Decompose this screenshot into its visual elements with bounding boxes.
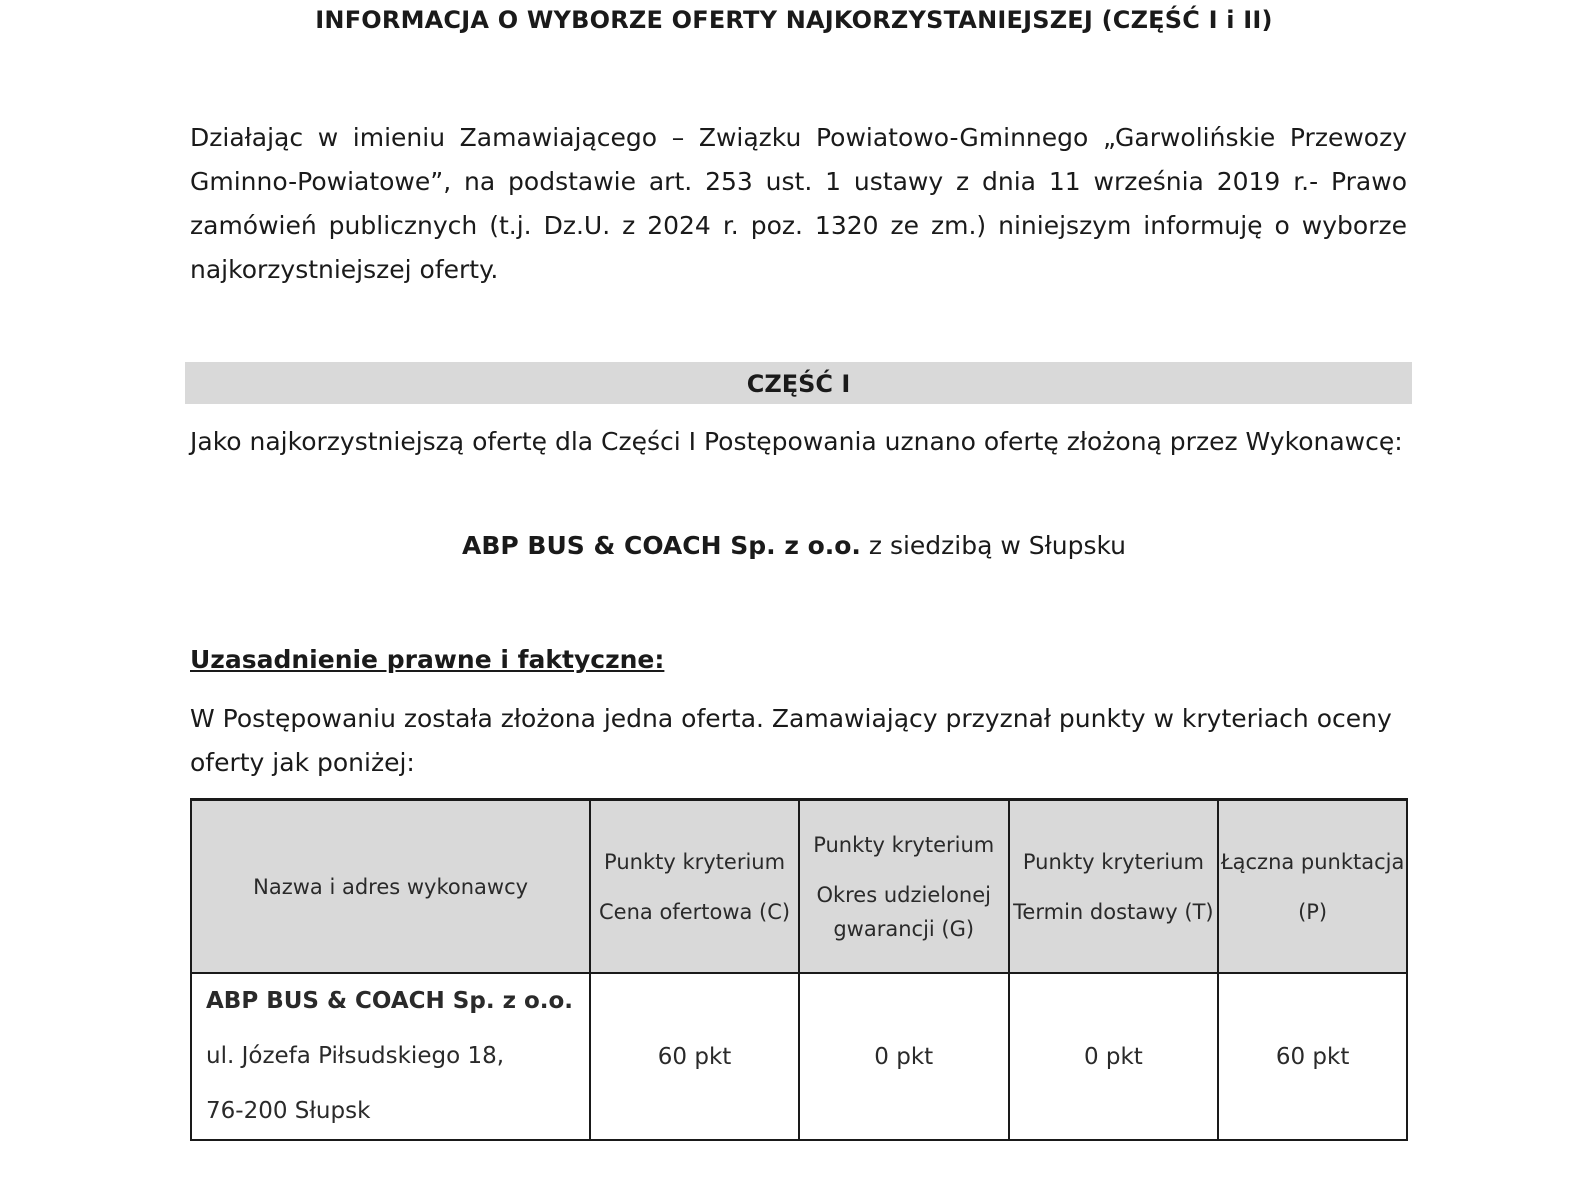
selection-text: Jako najkorzystniejszą ofertę dla Części I Postępowania uznano ofertę złożoną przez Wykonawcę: — [190, 427, 1403, 456]
contractor-street: ul. Józefa Piłsudskiego 18, — [206, 1043, 505, 1069]
contractor-city: 76-200 Słupsk — [206, 1098, 371, 1124]
header-total — [1218, 800, 1407, 974]
warranty-points: 0 pkt — [799, 973, 1009, 1140]
header-price-top: Punkty kryterium — [604, 849, 786, 874]
header-warranty-bottom: Okres udzielonej gwarancji (G) — [816, 882, 991, 941]
justification-text: W Postępowaniu została złożona jedna oferta. Zamawiający przyznał punkty w kryteriach oceny oferty jak poniżej: — [190, 704, 1392, 777]
winner-line — [0, 524, 1588, 568]
intro-paragraph: Działając w imieniu Zamawiającego – Związku Powiatowo-Gminnego „Garwolińskie Przewozy Gminno-Powiatowe”, na podstawie art. 253 ust. 1 ustawy z dnia 11 września 2019 r.- Prawo zamówień publicznych (t.j. Dz.U. z 2024 r. poz. 1320 ze zm.) niniejszym informuję o wyborze najkorzystniejszej oferty. — [190, 123, 1407, 284]
page-title: INFORMACJA O WYBORZE OFERTY NAJKORZYSTANIEJSZEJ (CZĘŚĆ I i II) — [315, 6, 1273, 34]
header-total-bottom: (P) — [1298, 899, 1328, 924]
justification-heading: Uzasadnienie prawne i faktyczne: — [190, 645, 665, 674]
table-header-row — [191, 800, 1407, 974]
header-delivery-bottom: Termin dostawy (T) — [1013, 899, 1214, 924]
total-points: 60 pkt — [1218, 973, 1407, 1140]
winner-suffix: z siedzibą w Słupsku — [860, 531, 1127, 560]
header-total-top: Łączna punktacja — [1220, 849, 1405, 874]
winner-name: ABP BUS & COACH Sp. z o.o. — [461, 531, 861, 560]
contractor-name: ABP BUS & COACH Sp. z o.o. — [206, 988, 574, 1014]
price-points: 60 pkt — [590, 973, 799, 1140]
header-contractor — [191, 800, 590, 974]
table-row — [191, 973, 1407, 1140]
header-delivery-top: Punkty kryterium — [1022, 849, 1204, 874]
header-delivery — [1009, 800, 1219, 974]
header-warranty — [799, 800, 1009, 974]
header-warranty-top: Punkty kryterium — [813, 832, 995, 857]
header-price — [590, 800, 799, 974]
delivery-points: 0 pkt — [1009, 973, 1219, 1140]
header-contractor-label: Nazwa i adres wykonawcy — [253, 874, 529, 899]
contractor-cell — [191, 973, 590, 1140]
scores-table — [190, 798, 1408, 1141]
part-one-heading: CZĘŚĆ I — [185, 362, 1412, 404]
header-price-bottom: Cena ofertowa (C) — [599, 899, 791, 924]
